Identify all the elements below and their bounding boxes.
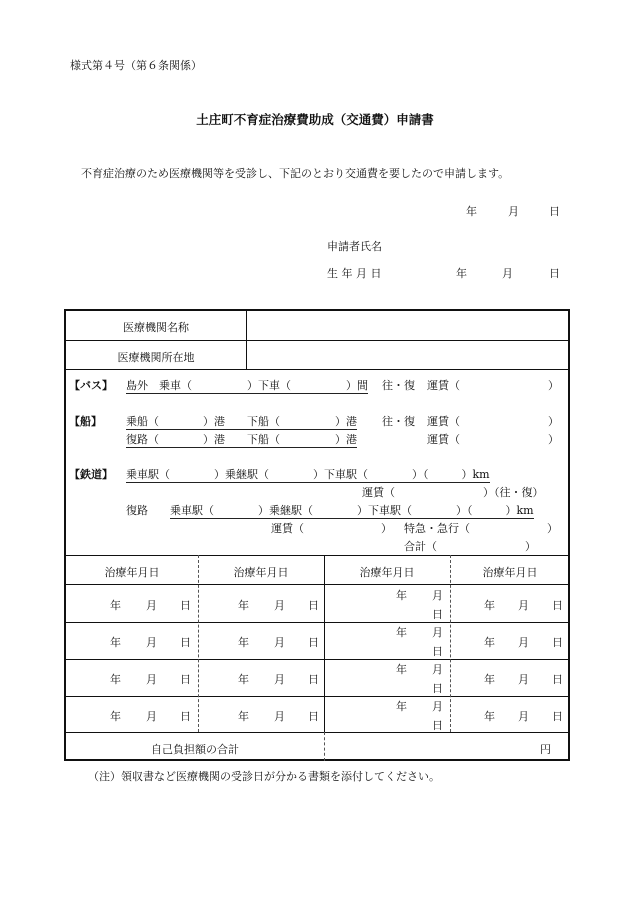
year-label: 年 bbox=[238, 710, 249, 723]
day-label: 日 bbox=[552, 636, 563, 649]
day-label: 日 bbox=[180, 710, 191, 723]
yen-unit: 円 bbox=[540, 743, 551, 756]
rail-return-field[interactable]: 乗車駅（ ）乗継駅（ ）下車駅（ ）（ ）km bbox=[170, 504, 534, 517]
dob-month-label: 月 bbox=[502, 267, 513, 280]
treatment-date-header: 治療年月日 bbox=[104, 566, 160, 579]
applicant-name-label: 申請者氏名 bbox=[327, 240, 382, 253]
divider bbox=[66, 369, 568, 370]
day-label: 日 bbox=[432, 608, 443, 621]
year-label: 年 bbox=[484, 673, 495, 686]
year-label: 年 bbox=[396, 626, 407, 639]
bus-route-field[interactable]: 島外 乗車（ ）下車（ ）間 bbox=[126, 379, 368, 392]
bus-fare-field[interactable]: 運賃（ ） bbox=[427, 379, 559, 392]
year-label: 年 bbox=[238, 599, 249, 612]
divider bbox=[66, 340, 568, 341]
day-label: 日 bbox=[552, 673, 563, 686]
year-label: 年 bbox=[110, 710, 121, 723]
intro-text: 不育症治療のため医療機関等を受診し、下記のとおり交通費を要したので申請します。 bbox=[81, 167, 510, 180]
divider bbox=[66, 696, 568, 697]
form-number: 様式第４号（第６条関係） bbox=[70, 59, 202, 72]
year-label: 年 bbox=[484, 710, 495, 723]
year-label: 年 bbox=[396, 589, 407, 602]
month-label: 月 bbox=[146, 673, 157, 686]
month-label: 月 bbox=[274, 599, 285, 612]
total-fare-field[interactable]: 合計（ ） bbox=[404, 540, 536, 553]
divider bbox=[450, 555, 451, 732]
year-label: 年 bbox=[110, 673, 121, 686]
day-label: 日 bbox=[552, 599, 563, 612]
month-label: 月 bbox=[146, 599, 157, 612]
self-pay-total-field[interactable] bbox=[328, 735, 536, 757]
bus-label: 【バス】 bbox=[69, 379, 113, 392]
divider bbox=[66, 584, 568, 585]
date-day-label: 日 bbox=[549, 205, 560, 218]
divider bbox=[66, 732, 568, 733]
year-label: 年 bbox=[484, 636, 495, 649]
day-label: 日 bbox=[308, 710, 319, 723]
ship-fare-field-2[interactable]: 運賃（ ） bbox=[427, 433, 559, 446]
day-label: 日 bbox=[552, 710, 563, 723]
month-label: 月 bbox=[518, 710, 529, 723]
year-label: 年 bbox=[238, 673, 249, 686]
day-label: 日 bbox=[308, 673, 319, 686]
year-label: 年 bbox=[110, 599, 121, 612]
divider bbox=[66, 622, 568, 623]
dob-year-label: 年 bbox=[456, 267, 467, 280]
rail-fare-field-2[interactable]: 運賃（ ） bbox=[271, 522, 392, 535]
self-pay-total-label: 自己負担額の合計 bbox=[151, 743, 239, 756]
day-label: 日 bbox=[432, 682, 443, 695]
rail-label: 【鉄道】 bbox=[69, 468, 113, 481]
footnote: （注）領収書など医療機関の受診日が分かる書類を添付してください。 bbox=[88, 770, 440, 783]
treatment-date-header: 治療年月日 bbox=[482, 566, 538, 579]
month-label: 月 bbox=[518, 599, 529, 612]
date-year-label: 年 bbox=[466, 205, 477, 218]
year-label: 年 bbox=[110, 636, 121, 649]
ship-outbound-field[interactable]: 乗船（ ）港 下船（ ）港 bbox=[126, 415, 357, 428]
ship-round-trip[interactable]: 往・復 bbox=[382, 415, 415, 428]
treatment-date-header: 治療年月日 bbox=[233, 566, 289, 579]
institution-address-label: 医療機関所在地 bbox=[117, 351, 195, 364]
month-label: 月 bbox=[432, 663, 443, 676]
month-label: 月 bbox=[146, 636, 157, 649]
dob-label: 生 年 月 日 bbox=[327, 267, 382, 280]
month-label: 月 bbox=[274, 636, 285, 649]
year-label: 年 bbox=[396, 663, 407, 676]
month-label: 月 bbox=[274, 710, 285, 723]
day-label: 日 bbox=[432, 719, 443, 732]
divider bbox=[66, 555, 568, 556]
rail-return-label: 復路 bbox=[126, 504, 148, 517]
institution-name-label: 医療機関名称 bbox=[123, 321, 189, 334]
rail-outbound-field[interactable]: 乗車駅（ ）乗継駅（ ）下車駅（ ）（ ）km bbox=[126, 468, 490, 481]
month-label: 月 bbox=[518, 673, 529, 686]
day-label: 日 bbox=[180, 636, 191, 649]
day-label: 日 bbox=[308, 599, 319, 612]
document-title: 土庄町不育症治療費助成（交通費）申請書 bbox=[196, 112, 434, 127]
divider bbox=[324, 732, 325, 761]
institution-address-field[interactable] bbox=[251, 343, 565, 367]
day-label: 日 bbox=[180, 599, 191, 612]
month-label: 月 bbox=[432, 589, 443, 602]
institution-name-field[interactable] bbox=[251, 313, 565, 338]
day-label: 日 bbox=[308, 636, 319, 649]
divider bbox=[66, 659, 568, 660]
divider bbox=[324, 555, 325, 732]
year-label: 年 bbox=[484, 599, 495, 612]
month-label: 月 bbox=[146, 710, 157, 723]
express-fare-field[interactable]: 特急・急行（ ） bbox=[404, 522, 558, 535]
day-label: 日 bbox=[432, 645, 443, 658]
ship-return-field[interactable]: 復路（ ）港 下船（ ）港 bbox=[126, 433, 357, 446]
ship-label: 【船】 bbox=[69, 415, 102, 428]
bus-round-trip[interactable]: 往・復 bbox=[382, 379, 415, 392]
application-form-table bbox=[64, 309, 570, 761]
day-label: 日 bbox=[180, 673, 191, 686]
month-label: 月 bbox=[274, 673, 285, 686]
ship-fare-field-1[interactable]: 運賃（ ） bbox=[427, 415, 559, 428]
date-month-label: 月 bbox=[508, 205, 519, 218]
month-label: 月 bbox=[518, 636, 529, 649]
dob-day-label: 日 bbox=[549, 267, 560, 280]
month-label: 月 bbox=[432, 700, 443, 713]
year-label: 年 bbox=[238, 636, 249, 649]
treatment-date-header: 治療年月日 bbox=[359, 566, 415, 579]
rail-fare-field-1[interactable]: 運賃（ ）（往・復） bbox=[362, 486, 544, 499]
divider bbox=[198, 555, 199, 732]
month-label: 月 bbox=[432, 626, 443, 639]
year-label: 年 bbox=[396, 700, 407, 713]
